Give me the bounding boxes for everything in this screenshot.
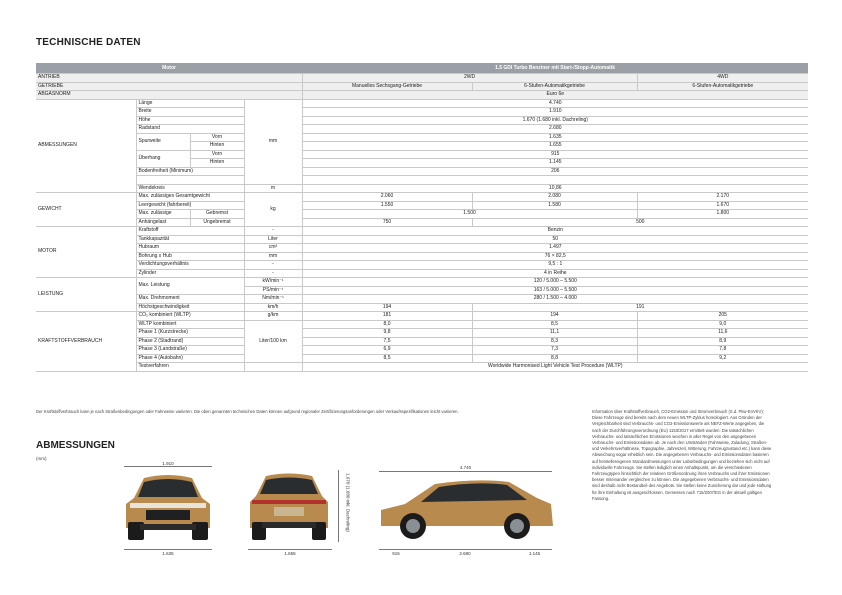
table-row: Höchstgeschwindigkeit km/h 194 191 — [36, 303, 808, 312]
table-row: Überhang Vorn 915 — [36, 150, 808, 159]
table-row: Breite 1.910 — [36, 108, 808, 117]
page-title: TECHNISCHE DATEN — [36, 37, 141, 48]
table-row: Hinten 1.655 — [36, 142, 808, 151]
table-row: Höhe 1.670 (1.680 inkl. Dachreling) — [36, 116, 808, 125]
height-label: 1.670 (1.680 inkl. Dachreling) — [345, 473, 351, 532]
rear-track-label: 1.655 — [284, 551, 296, 556]
table-row: Max. Drehmoment Nm/min⁻¹ 280 / 1.500 – 4.000 — [36, 295, 808, 304]
table-row: ABGASNORM Euro 6e — [36, 91, 808, 100]
wheelbase-label: 2.680 — [459, 551, 471, 556]
table-row: ANTRIEB 2WD 4WD — [36, 74, 808, 83]
table-row: Bohrung x Hub mm 76 × 82,5 — [36, 252, 808, 261]
dimensions-title: ABMESSUNGEN — [36, 440, 115, 451]
header-engine: 1.5 GDI Turbo Benziner mit Start-/Stopp-Automatik — [302, 63, 808, 74]
table-row: Hubraum cm³ 1.497 — [36, 244, 808, 253]
table-row: Testverfahren Worldwide Harmonised Light Vehicle Test Procedure (WLTP) — [36, 363, 808, 372]
footnote: Der Kraftstoffverbrauch kann je nach Straßenbedingungen oder Fahrweise variieren. Die oben genannten technischen Daten können aufgrund regionaler Zertifizierungsanforderungen oder Verkaufsspezifikationen leicht variieren. — [36, 409, 459, 414]
car-side-view — [377, 476, 555, 546]
table-row: Phase 4 (Autobahn) 8,5 8,8 9,2 — [36, 354, 808, 363]
car-front-view — [120, 470, 216, 545]
table-row: GEWICHT Max. zulässiges Gesamtgewicht kg 2.060 2.080 2.170 — [36, 193, 808, 202]
section-gewicht: GEWICHT — [36, 193, 136, 227]
height-line — [338, 470, 339, 542]
table-row: LEISTUNG Max. Leistung kW/min⁻¹ 120 / 5.000 – 5.500 — [36, 278, 808, 287]
spec-table — [36, 63, 808, 372]
car-rear-view — [244, 470, 334, 545]
table-row: Wendekreis m 10,86 — [36, 184, 808, 193]
header-motor: Motor — [36, 63, 302, 74]
table-row: PS/min⁻¹ 163 / 5.000 – 5.500 — [36, 286, 808, 295]
table-row: Tankkapazität Liter 50 — [36, 235, 808, 244]
front-width-label: 1.910 — [162, 461, 174, 466]
table-row: Phase 3 (Landstraße) 6,9 7,3 7,8 — [36, 346, 808, 355]
overhang-front-label: 915 — [392, 551, 400, 556]
table-row: Radstand 2.680 — [36, 125, 808, 134]
front-track-label: 1.635 — [162, 551, 174, 556]
section-verbrauch: KRAFTSTOFFVERBRAUCH — [36, 312, 136, 372]
table-row: Max. zulässige Gebremst 1.500 1.800 — [36, 210, 808, 219]
side-base-line — [379, 549, 552, 550]
table-row: MOTOR Kraftstoff - Benzin — [36, 227, 808, 236]
rear-track-line — [248, 549, 332, 550]
table-row — [36, 176, 808, 185]
dimensions-unit: (mm) — [36, 456, 47, 461]
table-row: Anhängelast Ungebremst 750 500 — [36, 218, 808, 227]
table-row: GETRIEBE Manuelles Sechsgang-Getriebe 6-Stufen-Automatikgetriebe 6-Stufen-Automatikgetriebe — [36, 82, 808, 91]
table-row: Bodenfreiheit (Minimum) 206 — [36, 167, 808, 176]
table-row: WLTP kombiniert Liter/100 km 8,0 8,5 9,0 — [36, 320, 808, 329]
table-row: KRAFTSTOFFVERBRAUCH CO₂ kombiniert (WLTP) g/km 181 194 205 — [36, 312, 808, 321]
table-row: Verdichtungsverhältnis - 9,5 : 1 — [36, 261, 808, 270]
table-row: Phase 2 (Stadtrand) 7,5 8,3 8,9 — [36, 337, 808, 346]
table-header-row — [36, 63, 808, 74]
table-row: Spurweite Vorn 1.635 — [36, 133, 808, 142]
overhang-rear-label: 1.145 — [528, 551, 541, 556]
section-leistung: LEISTUNG — [36, 278, 136, 312]
front-track-line — [124, 549, 212, 550]
table-row: Leergewicht (fahrbereit) 1.550 1.580 1.670 — [36, 201, 808, 210]
front-width-line — [124, 466, 212, 467]
section-abmessungen: ABMESSUNGEN — [36, 99, 136, 193]
table-row: Phase 1 (Kurzstrecke) 9,8 11,1 11,6 — [36, 329, 808, 338]
section-motor: MOTOR — [36, 227, 136, 278]
consumption-info: Information über Kraftstoffverbrauch, CO2-Emission und Stromverbrauch (S.d. Pkw-EnVKV): Diese Fahrzeuge sind bereits nach dem neuen WLTP-Zyklus homologiert. Aus Gründen der Vergleichbarkeit sind Verbrauchs- und CO2-Emissionswerte als NEFZ-Werte angegeben, die nach der Durchführungsverordnung (EU) 1153/2017 ermittelt wurden. Die tatsächlichen Verbrauchs- und tatsächlichen Emissionen weichen in aller Regel von den angegebenen Verbrauchs- und Emissionsdaten ab. Je nach den Umständen (Fahrweise, Zuladung, Straßen- und Verkehrsverhältnisse, Topographie, Jahreszeit, Witterung, Fahrzeugzustand etc.) kann diese Abweichung sogar erheblich sein. Die angegebenen Verbrauchs- und Emissionsdaten basieren auf herstellereigenen Standardmessungen unter Laborbedingungen und beziehen sich nicht auf individuelle Fahrzeuge. Sie stellen lediglich einen Anhaltspunkt, um die verschiedenen Fahrzeugtypen hinsichtlich der relativen Größenordnung ihres Verbrauchs und ihrer Emissionen besser miteinander vergleichen zu können. Die angegebenen Verbrauchs- und Emissionsdaten sind deshalb nicht Bestandteil des Angebots. Sie stellen keine Zusicherung dar und jede Haftung für ihre Einhaltung ist ausgeschlossen. Gemessen nach 715/2007/EG in der aktuell gültigen Fassung. — [592, 409, 772, 501]
table-row: Zylinder - 4 in Reihe — [36, 269, 808, 278]
length-line — [379, 471, 552, 472]
table-row: Hinten 1.145 — [36, 159, 808, 168]
table-row: ABMESSUNGEN Länge mm 4.740 — [36, 99, 808, 108]
length-label: 4.740 — [459, 465, 472, 470]
